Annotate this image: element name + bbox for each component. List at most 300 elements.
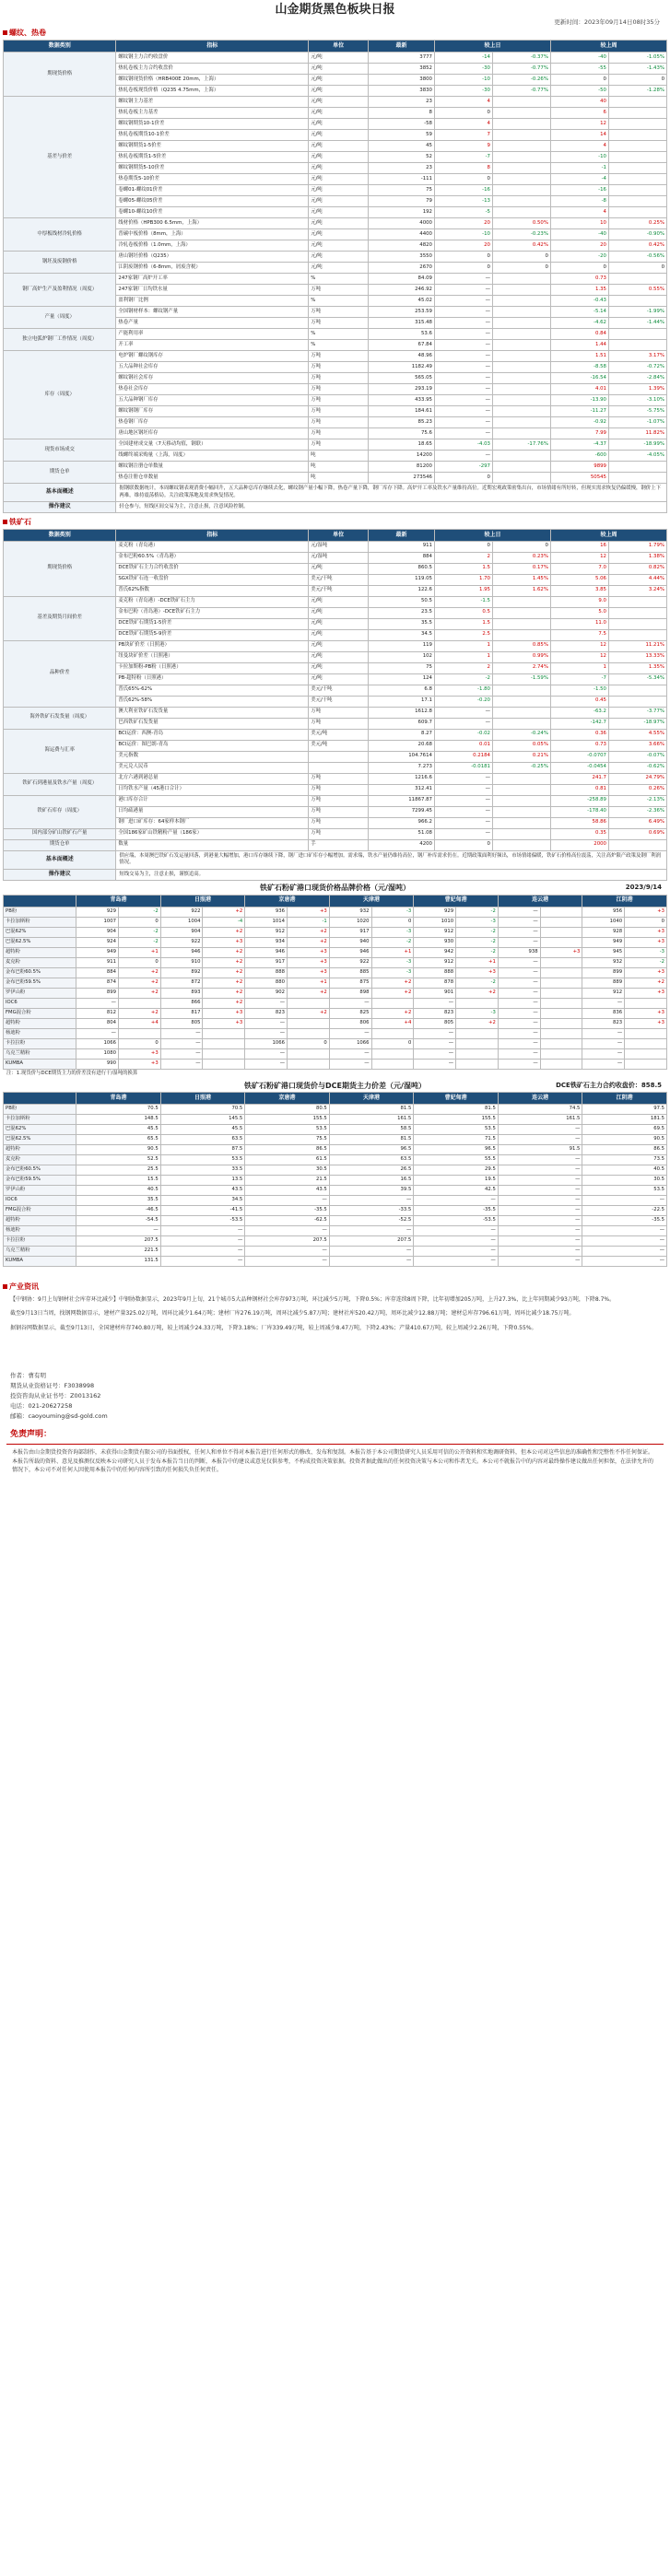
latest-value: 35.5 [368, 618, 434, 629]
summary-text: 供应端，本周澳巴铁矿石发运量回落，到港量大幅增加，港口库存继续下降，钢厂进口矿库存小幅增加。需求端，铁水产量仍维持高位，钢厂补库需求仍在。近期政策面利好频出，市场情绪偏暖，铁矿石价格高位震荡，关注高炉限产政策及钢厂利润情况。 [116, 850, 667, 869]
week-change-pct [608, 329, 666, 340]
week-change-pct [608, 163, 666, 174]
price-value: — [498, 978, 540, 988]
week-change: -1 [550, 163, 608, 174]
basis-value: — [245, 1226, 330, 1236]
price-change [203, 1048, 245, 1059]
day-change: -30 [434, 86, 492, 97]
unit: 万吨 [309, 773, 369, 784]
latest-value: 52 [368, 152, 434, 163]
price-change: +2 [371, 988, 414, 998]
latest-value: 75.6 [368, 428, 434, 439]
day-change: — [434, 384, 492, 395]
unit: 万吨 [309, 351, 369, 362]
basis-value: — [160, 1247, 245, 1257]
table-row [4, 462, 667, 473]
latest-value: 2670 [368, 263, 434, 274]
indicator-name: 螺纹钢钢厂库存 [116, 406, 309, 417]
price-value: 1007 [76, 917, 119, 927]
day-change: -2 [434, 673, 492, 685]
basis-value: — [498, 1216, 582, 1226]
price-change: +1 [288, 978, 330, 988]
basis-value: 207.5 [329, 1236, 414, 1247]
table-row [4, 1008, 667, 1018]
price-change: +2 [118, 988, 160, 998]
price-change: +3 [203, 937, 245, 947]
col-header: 指标 [116, 529, 309, 541]
latest-value: 8 [368, 108, 434, 119]
basis-value: 35.5 [76, 1196, 161, 1206]
price-value: 917 [329, 927, 371, 937]
table-row [4, 97, 667, 108]
basis-value: 161.5 [498, 1115, 582, 1125]
section-rebar-heading: 螺纹、热卷 [3, 28, 667, 40]
unit: 元/吨 [309, 174, 369, 185]
indicator-name: 五大品种钢厂库存 [116, 395, 309, 406]
category-cell: 期货仓单 [4, 462, 116, 484]
latest-value: 122.6 [368, 585, 434, 596]
advice-text: 短线交易为主，注意止损，谨慎追高。 [116, 869, 667, 880]
table-row [4, 1059, 667, 1069]
price-value: 936 [245, 907, 288, 917]
week-change-pct: -0.07% [608, 751, 666, 762]
indicator-name: 全国186家矿山铁精粉产量（186家） [116, 828, 309, 839]
price-change: +2 [203, 978, 245, 988]
category-cell: 钢坯及废钢价格 [4, 252, 116, 274]
basis-value: 30.5 [245, 1165, 330, 1176]
day-change-pct [492, 718, 550, 729]
unit: % [309, 340, 369, 351]
table-row [4, 1165, 667, 1176]
price-value: 823 [245, 1008, 288, 1018]
day-change-pct [492, 351, 550, 362]
basis-value: 181.5 [582, 1115, 667, 1125]
table-row [4, 1038, 667, 1048]
price-value: — [329, 1048, 371, 1059]
price-change: -2 [625, 957, 667, 967]
basis-value: 74.5 [498, 1105, 582, 1115]
day-change: — [434, 718, 492, 729]
port-header: 京唐港 [245, 895, 330, 907]
unit: 元/吨 [309, 53, 369, 64]
day-change: 1.95 [434, 585, 492, 596]
price-change: +2 [203, 927, 245, 937]
day-change-pct: 0.85% [492, 640, 550, 651]
unit [309, 762, 369, 773]
price-table-footnote: 注：1.现货价与DCE期货主力的价差没有进行干/湿吨的换算 [6, 1070, 138, 1076]
price-value: — [582, 998, 625, 1008]
basis-value: — [498, 1236, 582, 1247]
indicator-name: PB块矿价差（日照港） [116, 640, 309, 651]
week-change: 12 [550, 651, 608, 662]
latest-value: 3777 [368, 53, 434, 64]
unit: 万吨 [309, 795, 369, 806]
indicator-name: 麦克粉（青岛港）-DCE铁矿石主力 [116, 596, 309, 607]
indicator-name: 全国钢材样本：螺纹钢产量 [116, 307, 309, 318]
week-change-pct: 3.24% [608, 585, 666, 596]
latest-value: 3550 [368, 252, 434, 263]
week-change-pct: 0.25% [608, 218, 666, 229]
week-change: -55 [550, 64, 608, 75]
price-change: +3 [540, 947, 582, 957]
indicator-name: 港口库存合计 [116, 795, 309, 806]
week-change-pct: -1.28% [608, 86, 666, 97]
week-change: 12 [550, 640, 608, 651]
price-change [371, 1048, 414, 1059]
week-change-pct [608, 97, 666, 108]
week-change: -10 [550, 152, 608, 163]
day-change: — [434, 817, 492, 828]
summary-label: 基本面概述 [4, 850, 116, 869]
week-change: -40 [550, 53, 608, 64]
unit: 万吨 [309, 439, 369, 451]
week-change: -11.27 [550, 406, 608, 417]
table-row [4, 541, 667, 552]
basis-value: 30.5 [582, 1176, 667, 1186]
category-cell: 海运费与汇率 [4, 729, 116, 773]
price-value: 880 [245, 978, 288, 988]
basis-value: -53.5 [414, 1216, 499, 1226]
disclaimer-title: 免责声明： [6, 1425, 664, 1445]
port-header: 青岛港 [76, 1093, 161, 1105]
day-change: 7 [434, 130, 492, 141]
latest-value: 246.92 [368, 285, 434, 296]
week-change-pct [608, 207, 666, 218]
day-change: -0.0181 [434, 762, 492, 773]
price-value: 817 [160, 1008, 203, 1018]
price-change [456, 1059, 499, 1069]
price-change [456, 1028, 499, 1038]
indicator-name: 日均疏港量 [116, 806, 309, 817]
price-value: — [160, 1028, 203, 1038]
table-row [4, 957, 667, 967]
price-value: — [414, 1028, 456, 1038]
unit: 元/吨 [309, 607, 369, 618]
product-name: 巴混62.5% [4, 937, 76, 947]
price-value: 1066 [76, 1038, 119, 1048]
unit: 万吨 [309, 718, 369, 729]
basis-value: 81.5 [414, 1105, 499, 1115]
week-change: -20 [550, 252, 608, 263]
basis-value: -22.5 [582, 1206, 667, 1216]
week-change: -0.0454 [550, 762, 608, 773]
price-change [540, 1018, 582, 1028]
price-value: 912 [582, 988, 625, 998]
day-change-pct [492, 406, 550, 417]
indicator-name: 数量 [116, 839, 309, 850]
week-change: 1.51 [550, 351, 608, 362]
week-change: -4 [550, 174, 608, 185]
table-row [4, 795, 667, 806]
price-change: -4 [203, 917, 245, 927]
week-change: 0.45 [550, 696, 608, 707]
price-value: — [582, 1038, 625, 1048]
price-change [203, 1038, 245, 1048]
latest-value: 3852 [368, 64, 434, 75]
unit: 元/吨 [309, 196, 369, 207]
price-change: -2 [456, 927, 499, 937]
price-value: 912 [414, 957, 456, 967]
indicator-name: 螺纹钢注册仓单数量 [116, 462, 309, 473]
col-header: 较上周 [550, 41, 666, 53]
table-row [4, 596, 667, 607]
col-header: 较上周 [550, 529, 666, 541]
price-value: 884 [76, 967, 119, 978]
day-change: — [434, 351, 492, 362]
price-value: — [414, 1059, 456, 1069]
day-change-pct: 0.99% [492, 651, 550, 662]
basis-value: 53.5 [582, 1186, 667, 1196]
day-change: — [434, 773, 492, 784]
latest-value: 23.5 [368, 607, 434, 618]
latest-value: 119 [368, 640, 434, 651]
table-row [4, 773, 667, 784]
price-value: 922 [329, 957, 371, 967]
indicator-name: 唐山钢坯价格（Q235） [116, 252, 309, 263]
unit: 元/吨 [309, 218, 369, 229]
basis-value: 52.5 [76, 1155, 161, 1165]
day-change: 0 [434, 541, 492, 552]
product-name: FMG混合粉 [4, 1206, 76, 1216]
table-row [4, 729, 667, 740]
price-value: 917 [245, 957, 288, 967]
section-iron-ore-heading: 铁矿石 [3, 517, 667, 529]
price-value: — [498, 937, 540, 947]
basis-value: — [245, 1196, 330, 1206]
port-header: 江阴港 [582, 895, 667, 907]
day-change: 1.5 [434, 563, 492, 574]
price-value: 904 [160, 927, 203, 937]
latest-value: 104.7614 [368, 751, 434, 762]
table-row [4, 1048, 667, 1059]
col-header [4, 895, 76, 907]
price-value: 929 [76, 907, 119, 917]
day-change: -0.02 [434, 729, 492, 740]
indicator-name: 卷螺05-螺纹05价差 [116, 196, 309, 207]
indicator-name: 螺纹钢主力基差 [116, 97, 309, 108]
unit: 元/吨 [309, 130, 369, 141]
product-name: 乌克兰精粉 [4, 1247, 76, 1257]
product-name: 超特粉 [4, 1018, 76, 1028]
price-value: — [76, 1028, 119, 1038]
summary-text: 据钢联数据统计，本周螺纹钢表观消费小幅回升，五大品种总库存继续去化，螺纹钢产量小幅下降，热卷产量下降，钢厂库存下降。高炉开工率及铁水产量维持高位。近期宏观政策密集出台，市场情绪有所好转，但现实需求恢复仍偏缓慢，钢价上下两难，维持震荡格局。关注政策落地及需求恢复情况。 [116, 484, 667, 502]
unit: 万吨 [309, 417, 369, 428]
unit: % [309, 274, 369, 285]
basis-value: — [329, 1226, 414, 1236]
week-change-pct: -0.90% [608, 229, 666, 240]
price-value: 825 [329, 1008, 371, 1018]
price-change [371, 1028, 414, 1038]
price-value: — [498, 1059, 540, 1069]
table-row [4, 1247, 667, 1257]
price-change: +1 [118, 947, 160, 957]
week-change: 0.35 [550, 828, 608, 839]
basis-value: 43.5 [245, 1186, 330, 1196]
price-change: +3 [203, 1008, 245, 1018]
day-change: — [434, 318, 492, 329]
price-change: +2 [118, 1008, 160, 1018]
price-change: -3 [371, 957, 414, 967]
latest-value: 67.84 [368, 340, 434, 351]
indicator-name: BCI运价：图巴朗-青岛 [116, 740, 309, 751]
contact-line: 电话：021-20627258 [10, 1402, 73, 1411]
price-change: -2 [371, 937, 414, 947]
price-value: 1004 [160, 917, 203, 927]
basis-value: 131.5 [76, 1257, 161, 1267]
indicator-name: 唐山地区钢坯库存 [116, 428, 309, 439]
price-value: — [498, 957, 540, 967]
basis-value: 13.5 [160, 1176, 245, 1186]
unit: 元/吨 [309, 596, 369, 607]
indicator-name: 美元指数 [116, 751, 309, 762]
price-value: 929 [414, 907, 456, 917]
price-value: — [414, 1048, 456, 1059]
basis-value: — [414, 1236, 499, 1247]
day-change-pct [492, 329, 550, 340]
price-value: 1066 [245, 1038, 288, 1048]
price-value: 922 [160, 937, 203, 947]
advice-row [4, 869, 667, 880]
table-row [4, 252, 667, 263]
rebar-table [3, 40, 667, 513]
price-table-title: 铁矿石粉矿港口现货价格品牌价格（元/湿吨） 2023/9/14 [260, 883, 662, 892]
port-header: 日照港 [160, 1093, 245, 1105]
table-row [4, 1236, 667, 1247]
unit: 万吨 [309, 806, 369, 817]
latest-value: 3830 [368, 86, 434, 97]
day-change-pct: 1.62% [492, 585, 550, 596]
price-value: 946 [329, 947, 371, 957]
price-change [456, 1048, 499, 1059]
table-row [4, 1135, 667, 1145]
week-change: 0 [550, 75, 608, 86]
unit: 元/吨 [309, 86, 369, 97]
week-change: 4.01 [550, 384, 608, 395]
price-change [288, 1059, 330, 1069]
price-change [540, 1008, 582, 1018]
unit: 元/湿吨 [309, 552, 369, 563]
day-change: 1.5 [434, 618, 492, 629]
basis-value: 25.5 [76, 1165, 161, 1176]
basis-value: -35.5 [582, 1216, 667, 1226]
port-header: 天津港 [329, 895, 414, 907]
price-value: — [498, 1048, 540, 1059]
basis-value: — [329, 1196, 414, 1206]
week-change-pct: -18.99% [608, 439, 666, 451]
week-change: 0.84 [550, 329, 608, 340]
basis-value: -41.5 [160, 1206, 245, 1216]
week-change: -63.2 [550, 707, 608, 718]
price-change: -3 [625, 947, 667, 957]
unit: 元/吨 [309, 240, 369, 252]
price-change: 0 [118, 957, 160, 967]
week-change-pct [608, 629, 666, 640]
price-value: 812 [76, 1008, 119, 1018]
basis-value: 86.5 [582, 1145, 667, 1155]
price-change [540, 1038, 582, 1048]
table-row [4, 640, 667, 651]
product-name: 超特粉 [4, 947, 76, 957]
latest-value: 184.61 [368, 406, 434, 417]
price-change: -2 [118, 927, 160, 937]
indicator-name: 热轧卷板期货10-1价差 [116, 130, 309, 141]
price-change: -2 [456, 947, 499, 957]
price-value: 922 [160, 907, 203, 917]
unit: 吨 [309, 473, 369, 484]
day-change: 2 [434, 662, 492, 673]
unit: 元/吨 [309, 229, 369, 240]
basis-value: 69.5 [582, 1125, 667, 1135]
week-change-pct: -18.97% [608, 718, 666, 729]
basis-value: 53.5 [160, 1155, 245, 1165]
day-change-pct: 0.23% [492, 552, 550, 563]
price-value: 888 [414, 967, 456, 978]
week-change-pct: 0 [608, 263, 666, 274]
bullet-icon [3, 30, 7, 35]
day-change-pct [492, 417, 550, 428]
price-value: — [582, 1048, 625, 1059]
price-value: — [582, 1059, 625, 1069]
basis-value: 16.5 [329, 1176, 414, 1186]
product-name: 罗伊山粉 [4, 988, 76, 998]
unit: 元/吨 [309, 662, 369, 673]
price-value: 912 [245, 927, 288, 937]
price-change: 0 [118, 917, 160, 927]
day-change-pct [492, 395, 550, 406]
price-change: +2 [203, 947, 245, 957]
week-change-pct: 1.39% [608, 384, 666, 395]
table-row [4, 1145, 667, 1155]
week-change: -16 [550, 185, 608, 196]
latest-value: 8.27 [368, 729, 434, 740]
category-cell: 中厚板线材冷轧价格 [4, 218, 116, 252]
product-name: 卡拉拉粉 [4, 1038, 76, 1048]
indicator-name: 线螺终端采购量（上海，周度） [116, 451, 309, 462]
price-value: 885 [329, 967, 371, 978]
day-change: 20 [434, 240, 492, 252]
price-change [118, 1028, 160, 1038]
price-value: — [329, 1059, 371, 1069]
basis-value: 80.5 [245, 1105, 330, 1115]
price-value: 898 [329, 988, 371, 998]
category-cell: 库存（周度） [4, 351, 116, 439]
week-change: 20 [550, 240, 608, 252]
latest-value: 1216.6 [368, 773, 434, 784]
price-change [540, 957, 582, 967]
price-value: 928 [582, 927, 625, 937]
price-change: +3 [625, 907, 667, 917]
week-change: 50545 [550, 473, 608, 484]
basis-value: 40.5 [76, 1186, 161, 1196]
iron-ore-table [3, 529, 667, 881]
day-change-pct [492, 685, 550, 696]
week-change-pct: -2.13% [608, 795, 666, 806]
day-change-pct [492, 451, 550, 462]
week-change: 6 [550, 108, 608, 119]
price-change: +3 [203, 1018, 245, 1028]
product-name: 罗伊山粉 [4, 1186, 76, 1196]
week-change-pct [608, 839, 666, 850]
price-change: -3 [371, 967, 414, 978]
table-row [4, 53, 667, 64]
week-change-pct: 1.79% [608, 541, 666, 552]
table-row [4, 307, 667, 318]
week-change: -8 [550, 196, 608, 207]
price-value: 942 [414, 947, 456, 957]
basis-value: 42.5 [414, 1186, 499, 1196]
day-change-pct: 2.74% [492, 662, 550, 673]
product-name: IOC6 [4, 1196, 76, 1206]
